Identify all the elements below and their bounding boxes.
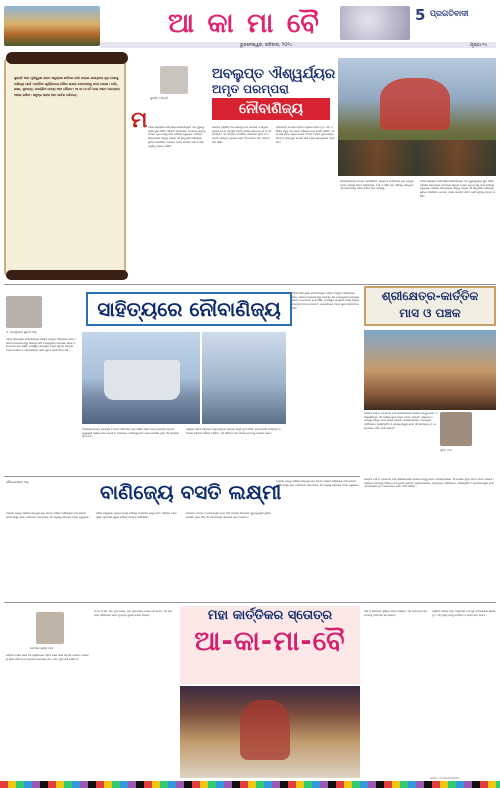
brand-number: 5 bbox=[415, 6, 426, 24]
banijya-column-2: ଆଜିର ବିଶ୍ୱାୟନ ଯୁଗରେ ମଧ୍ୟ ବାଣିଜ୍ୟ ଅର୍ଥନୀତିର ମେରୁଦଣ୍ଡ। ଓଡ଼ିଶାର ବନ୍ଦରଗୁଡ଼ିକ ପୁଣି ସେହି ପୁରୁଣା ଗୌରବ ଫେରାଇ ଆଣିପାରିବ। bbox=[96, 512, 177, 519]
section-divider bbox=[4, 476, 360, 477]
heritage-column-1: ମଣିଷ ସଭ୍ୟତାର ଇତିହାସରେ ନୌବାଣିଜ୍ୟର ଏକ ଗୁରୁତ୍ୱପୂର୍ଣ୍ଣ ସ୍ଥାନ ରହିଛି। ଓଡ଼ିଶାର ସାଧବମାନେ ଅତୀତରେ ସମୁଦ୍ର ପଥରେ ଦୂର ଦେଶକୁ ଯାଇ ବାଣିଜ୍ୟ କରୁଥିଲେ। କଳିଙ୍ଗ ସାମ୍ରାଜ୍ୟର ସମୃଦ୍ଧି ପଛରେ ଏହି ସାମୁଦ୍ରିକ ବାଣିଜ୍ୟର ଭୂମିକା ଅପରିସୀମ। ବୋଇତ ବନ୍ଦାଣ ଉତ୍ସବ ଆଜି ବି ସେହି ସ୍ମୃତିକୁ ଜୀବନ୍ତ ରଖିଛି। bbox=[148, 126, 206, 148]
sahitya-column-4: ଓଡ଼ିଆ ସାହିତ୍ୟରେ ନୌବାଣିଜ୍ୟର ବର୍ଣ୍ଣନା ପ୍ରଚୁର ପରିମାଣରେ ମିଳେ। ସାରଳା ମହାଭାରତଠାରୁ ଆରମ୍ଭ କରି ମଧ୍ୟଯୁଗୀୟ କାବ୍ୟରେ ସାଧବ ଓ ବୋଇତର କଥା ରହିଛି। ତପସ୍ୱିନୀ କାବ୍ୟରେ ମଧ୍ୟ ସମୁଦ୍ର ଯାତ୍ରାର ଚିତ୍ର ଦେଖାଯାଏ। ଲୋକଗୀତରେ ଏହାର ସୁନ୍ଦର ପ୍ରତିଫଳନ ଅଛି। bbox=[292, 292, 360, 310]
kartik-intro: କାର୍ତ୍ତିକ ମାସ ବା ଦାମୋଦର ମାସ ଶ୍ରୀକ୍ଷେତ୍ରରେ ବିଶେଷ ମହତ୍ତ୍ୱ ରଖେ। ହବିଷ୍ୟାଳିମାନେ ଏହି ମାସରେ ଶୁଦ୍ଧ ଜୀବନ ଯାପନ କରନ୍ତି। ପଞ୍ଚକରେ ମହାପ୍ରଭୁ ବିଭିନ୍ନ ବେଶ ଧାରଣ କରନ୍ତି। ଲକ୍ଷ୍ମୀନାରାୟଣ, ବାଙ୍କଚୂଡ଼ା, ତ୍ରିବିକ୍ରମ, ଲକ୍ଷ୍ମୀନୃସିଂହ ଓ ରାଜରାଜେଶ୍ୱର ବେଶ ଏହି ସମୟରେ ହୁଏ। ଭକ୍ତମାନେ ଦର୍ଶନ ପାଇଁ ଆସନ୍ତି। bbox=[364, 412, 438, 430]
dateline: ଭୁବନେଶ୍ୱର, ରବିବାର, ୨୦୨୪ bbox=[240, 43, 293, 48]
author-name: ଡ. ପ୍ରଫୁଲ୍ଲ କୁମାର ସାହୁ bbox=[6, 330, 37, 334]
drop-cap: ମ bbox=[131, 108, 148, 133]
kartik-subtitle: ମାସ ଓ ପଞ୍ଚକ bbox=[399, 306, 461, 320]
author-name: ସୁଦର୍ଶନ ମହାନ୍ତି bbox=[150, 96, 169, 100]
registration-color-bar bbox=[0, 781, 500, 788]
dancers-shape bbox=[338, 140, 496, 176]
heritage-column-2: କାର୍ତ୍ତିକ ପୂର୍ଣ୍ଣିମା ଦିନ ଭୋରରୁ ନଦୀ, ପୋଖରୀ ଓ ସମୁଦ୍ର କୂଳରେ କଦଳୀ ପଟୁଆର ଡଙ୍ଗା ଭସାଇ ଲୋକେ ଆ କା ମା ବୈ ଗାଆନ୍ତି। ଏହା କାର୍ତ୍ତିକ, ମାର୍ଗଶିର, ବୈଶାଖର ସୂଚନା ଦିଏ। ପାଲଟି ଯାଇଥିବା ଯୁଗରେ ମଧ୍ୟ ଏହି ଉତ୍ସବ ଆମ ପରମ୍ପରାର ସାକ୍ଷୀ। bbox=[212, 126, 272, 144]
ship-photo-secondary bbox=[202, 332, 286, 424]
mahakartik-column-3: ଆଜି ବି ପିଲାମାନେ ଖୁସିରେ ଡଙ୍ଗା ଭସାନ୍ତି। ଏହି ପରମ୍ପରା ଆମ ଅତୀତକୁ ବର୍ତ୍ତମାନ ସହ ଯୋଡ଼େ। bbox=[364, 610, 427, 617]
mahakartik-title-big: ଆ-କା-ମା-ବୈ bbox=[194, 626, 346, 657]
sahitya-title: ସାହିତ୍ୟରେ ନୌବାଣିଜ୍ୟ bbox=[86, 292, 292, 326]
masthead-rule bbox=[100, 42, 496, 48]
author-photo bbox=[440, 412, 472, 446]
author-photo bbox=[36, 612, 64, 644]
banijya-column-4: ପ୍ରାଚୀନ କାଳରୁ ବାଣିଜ୍ୟ ସମୃଦ୍ଧିର ମୂଳ ଉତ୍ସ। ଲକ୍ଷ୍ମୀ ବାଣିଜ୍ୟରେ ବାସ କରନ୍ତି ବୋଲି ଶାସ୍ତ୍ର କହେ। କଳିଙ୍ଗର ସାଧବମାନେ ଏହି ମନ୍ତ୍ରକୁ ଜୀବନରେ ପାଳନ କରୁଥିଲେ। bbox=[276, 480, 360, 487]
scroll-roll-bottom bbox=[6, 270, 128, 280]
author-name: ସୌମ୍ୟରଞ୍ଜନ ସାହୁ bbox=[6, 480, 29, 484]
page-number: ପୃଷ୍ଠା-୧୪ bbox=[470, 43, 488, 48]
kartik-body: କାର୍ତ୍ତିକ ମାସ ବା ଦାମୋଦର ମାସ ଶ୍ରୀକ୍ଷେତ୍ରରେ ବିଶେଷ ମହତ୍ତ୍ୱ ରଖେ। ହବିଷ୍ୟାଳିମାନେ ଏହି ମାସରେ ଶୁଦ୍ଧ ଜୀବନ ଯାପନ କରନ୍ତି। ପଞ୍ଚକରେ ମହାପ୍ରଭୁ ବିଭିନ୍ନ ବେଶ ଧାରଣ କରନ୍ତି। ଲକ୍ଷ୍ମୀନାରାୟଣ, ବାଙ୍କଚୂଡ଼ା, ତ୍ରିବିକ୍ରମ, ଲକ୍ଷ୍ମୀନୃସିଂହ ଓ ରାଜରାଜେଶ୍ୱର ବେଶ ଏହି ସମୟରେ ହୁଏ। ଭକ୍ତମାନେ ଦର୍ଶନ ପାଇଁ ଆସନ୍ତି। bbox=[364, 478, 494, 489]
heritage-column-5: ମଣିଷ ସଭ୍ୟତାର ଇତିହାସରେ ନୌବାଣିଜ୍ୟର ଏକ ଗୁରୁତ୍ୱପୂର୍ଣ୍ଣ ସ୍ଥାନ ରହିଛି। ଓଡ଼ିଶାର ସାଧବମାନେ ଅତୀତରେ ସମୁଦ୍ର ପଥରେ ଦୂର ଦେଶକୁ ଯାଇ ବାଣିଜ୍ୟ କରୁଥିଲେ। କଳିଙ୍ଗ ସାମ୍ରାଜ୍ୟର ସମୃଦ୍ଧି ପଛରେ ଏହି ସାମୁଦ୍ରିକ ବାଣିଜ୍ୟର ଭୂମିକା ଅପରିସୀମ। ବୋଇତ ବନ୍ଦାଣ ଉତ୍ସବ ଆଜି ବି ସେହି ସ୍ମୃତିକୁ ଜୀବନ୍ତ ରଖିଛି। bbox=[420, 180, 496, 198]
banijya-column-1: ପ୍ରାଚୀନ କାଳରୁ ବାଣିଜ୍ୟ ସମୃଦ୍ଧିର ମୂଳ ଉତ୍ସ। ଲକ୍ଷ୍ମୀ ବାଣିଜ୍ୟରେ ବାସ କରନ୍ତି ବୋଲି ଶାସ୍ତ୍ର କହେ। କଳିଙ୍ଗର ସାଧବମାନେ ଏହି ମନ୍ତ୍ରକୁ ଜୀବନରେ ପାଳନ କରୁଥିଲେ। bbox=[6, 512, 90, 519]
scroll-poem-box bbox=[4, 58, 126, 276]
mahakartik-column-2: ଆ କା ମା ବୈ, ପାନ ଗୁଆ ଥୋଇ, ପାନ ଗୁଆ ତୋର, ମାସକ ଧର୍ମ ମୋର। ଏହି ଗୀତ ଗାଇ ମହିଳାମାନେ ସାଧବ ପୁଅଙ୍କ ସୁରକ୍ଷା କାମନା କରନ୍ତି। bbox=[94, 610, 173, 617]
masthead-left-photo bbox=[4, 6, 100, 46]
temple-photo bbox=[364, 330, 496, 410]
heritage-title: ନୌବାଣିଜ୍ୟ bbox=[212, 98, 330, 120]
banijya-column-3: ପାରାଦୀପ, ଧାମରା ଓ ଗୋପାଳପୁର ବନ୍ଦର ଆଜି ରାଜ୍ୟର ବିକାଶରେ ଗୁରୁତ୍ୱପୂର୍ଣ୍ଣ ଭୂମିକା ନେଉଛି। ନୂତନ ପିଢ଼ି ଏହି ପରମ୍ପରାରୁ ପ୍ରେରଣା ନେବା ଦରକାର। bbox=[186, 512, 272, 519]
girl-with-boat-shape bbox=[240, 700, 290, 760]
kartik-title: ଶ୍ରୀକ୍ଷେତ୍ର-କାର୍ତ୍ତିକ bbox=[381, 289, 479, 303]
scroll-poem-text: କୁହନ୍ତି ଆମ ପୂର୍ବପୁରୁଷ ସାଧବ ସମୁଦ୍ରର ଛାତିରେ ବାଲି ଉଡ଼ାଇ ଯାଉଥିଲେ ଦୂର ଦେଶକୁ ବାଣିଜ୍ୟ ପାଇଁ। କାର୍ତ୍ତିକ ପୂର୍ଣ୍ଣିମାରେ ନୌକା ଭସାଇ ସେମାନଙ୍କୁ ମନେ ପକାଉ। ବାଲି, ଜାଭା, ସୁମାତ୍ରା, ବୋର୍ଣ୍ଣିଓ ଯାତ୍ରା ଆମ ଗୌରବ। ଆ କା ମା ବୈ ଗାଇ ଆମେ ପରମ୍ପରା ବଞ୍ଚାଇ ରଖିବା। ସମୁଦ୍ର ସାହସ ଆମ ଜାତିର ପରିଚୟ। bbox=[14, 76, 120, 97]
sahitya-column-2: ଫକୀରମୋହନଙ୍କ ରଚନାରେ ବି ସାଧବ ପରିବାରର କଥା ରହିଛି। ସାଧବ ବୋହୂ ତପୋଇର କାହାଣୀ ଖୁଦୁରୁକୁଣୀ ଓଷାରେ ଗାନ କରାଯାଏ। ଭାଇମାନେ ବାଣିଜ୍ୟକୁ ଯିବା ପରେ ଭଉଣୀର ଦୁଃଖ ଏହି କାହାଣୀର ମୂଳ କଥା। bbox=[82, 428, 179, 439]
brand-name: ପ୍ରଗତିବାଦୀ bbox=[430, 9, 469, 18]
boat-model-shape bbox=[380, 78, 450, 130]
ship-hull-shape bbox=[104, 360, 180, 400]
banijya-title: ବାଣିଜ୍ୟେ ବସତି ଲକ୍ଷ୍ମୀ bbox=[100, 480, 282, 504]
author-name: ସୁଜିତ ଦାସ bbox=[440, 448, 452, 452]
author-photo bbox=[6, 296, 42, 328]
heritage-column-4: ଇତିହାସକାରଙ୍କ ମତରେ ତାମ୍ରଲିପ୍ତି, ପାଲୁର ଓ ଚେଲିତାଲୋ ଥିଲା ପ୍ରମୁଖ ବନ୍ଦର। ସେଠାରୁ ଜାହାଜ ଶ୍ରୀଲଙ୍କା, ବର୍ମା ଓ ଦକ୍ଷିଣ ପୂର୍ବ ଏସିଆକୁ ଯାଉଥିଲା। ଏହି ପରମ୍ପରାକୁ ବଞ୍ଚାଇ ରଖିବା ଆମ ଦାୟିତ୍ୱ। bbox=[340, 180, 414, 191]
heritage-kicker: ଅବଲୁପ୍ତ ଐଶ୍ୱର୍ଯ୍ୟର bbox=[212, 66, 335, 82]
mahakartik-title: ମହା କାର୍ତ୍ତିକର ସ୍ତୋତ୍ର bbox=[207, 608, 333, 623]
section-divider bbox=[4, 284, 496, 285]
sahitya-column-3: ଆଧୁନିକ ଓଡ଼ିଆ କବିତାରେ ମଧ୍ୟ ସମୁଦ୍ର ଯାତ୍ରାର ସ୍ମୃତି ଫୁଟି ଉଠିଛି। ଗୋଦାବରୀଶ ମିଶ୍ରଙ୍କ କବିତାରେ କଳିଙ୍ଗ ଗୌରବ ବର୍ଣ୍ଣିତ। ଏହି ସାହିତ୍ୟ ଆମ ଜାତୀୟ ଚେତନାକୁ ଜାଗ୍ରତ କରେ। bbox=[186, 428, 281, 435]
heritage-kicker-line2: ଅମୃତ ପରମ୍ପରା bbox=[212, 82, 289, 96]
masthead-right-illustration bbox=[340, 6, 410, 40]
author-photo bbox=[160, 66, 188, 94]
mahakartik-column-1: କାର୍ତ୍ତିକ ମାସର ଶେଷ ଦିନ ପୂର୍ଣ୍ଣିମାରେ ଓଡ଼ିଆ ଘରେ ଘରେ ଉତ୍ସବ ମାହୋଲ। ଭୋରରୁ ସ୍ନାନ ସାରି କଦଳୀ ପଟୁଆର ଡଙ୍ଗାରେ ଦୀପ, ପାନ, ଗୁଆ ରଖି ଭସାଯାଏ। bbox=[6, 654, 89, 661]
mahakartik-column-4: ପୂର୍ଣ୍ଣିମା ରାତିରେ ଜହ୍ନ ଆଲୁଅରେ ନଦୀ କୂଳ ଦୀପମାଳାରେ ସଜେଇ ହୁଏ। ଏହି ଦୃଶ୍ୟ ମନକୁ ମୋହିନିଏ ଓ ଭକ୍ତି ଭାବ ଜଗାଏ। bbox=[432, 610, 496, 617]
masthead bbox=[0, 0, 500, 50]
section-divider bbox=[4, 602, 496, 603]
masthead-title: ଆ କା ମା ବୈ bbox=[168, 8, 321, 39]
scroll-roll-top bbox=[6, 52, 128, 64]
footer-contact: ଫୋନ: ୯୮୫୩୦୦୦୦୦୦ bbox=[430, 776, 460, 780]
author-name: ଗୋପାଳ କୃଷ୍ଣ ଦାସ bbox=[30, 646, 53, 650]
sahitya-column-1: ଓଡ଼ିଆ ସାହିତ୍ୟରେ ନୌବାଣିଜ୍ୟର ବର୍ଣ୍ଣନା ପ୍ରଚୁର ପରିମାଣରେ ମିଳେ। ସାରଳା ମହାଭାରତଠାରୁ ଆରମ୍ଭ କରି ମଧ୍ୟଯୁଗୀୟ କାବ୍ୟରେ ସାଧବ ଓ ବୋଇତର କଥା ରହିଛି। ତପସ୍ୱିନୀ କାବ୍ୟରେ ମଧ୍ୟ ସମୁଦ୍ର ଯାତ୍ରାର ଚିତ୍ର ଦେଖାଯାଏ। ଲୋକଗୀତରେ ଏହାର ସୁନ୍ଦର ପ୍ରତିଫଳନ ଅଛି। bbox=[6, 338, 76, 353]
heritage-column-3: ବାଲିଯାତ୍ରା କଟକର ମହାନଦୀ କୂଳରେ ପାଳିତ ହୁଏ। ଏହା ଏସିଆର ସବୁଠୁ ବଡ଼ ଖୋଲା ବାଣିଜ୍ୟ ମେଳା ବୋଲି ପରିଚିତ। ଲକ୍ଷ ଲକ୍ଷ ଲୋକ ଏଥିରେ ଯୋଗ ଦିଅନ୍ତି। ସାଧବ ପୁଅମାନଙ୍କ ସାହସ ଓ ବୀରତ୍ୱର କାହାଣୀ ଆଜି ମଧ୍ୟ ଲୋକମୁଖରେ ପ୍ରଚଳିତ। bbox=[276, 126, 335, 144]
